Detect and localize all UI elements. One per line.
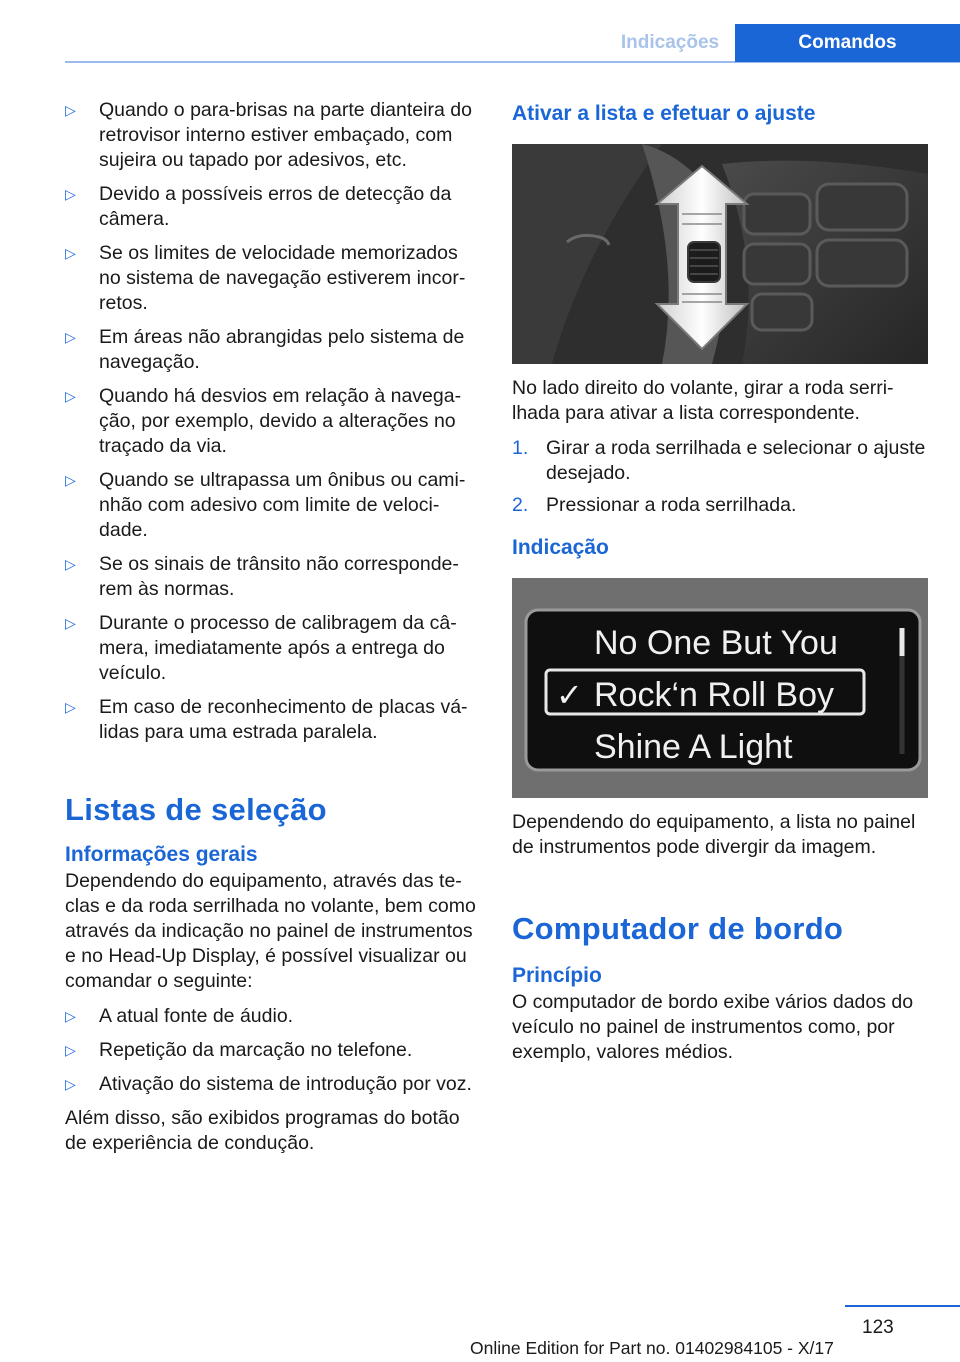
display-item-0: No One But You (594, 624, 838, 662)
left-column (65, 98, 478, 1156)
list-item: ▷ Quando o para-brisas na parte dianteira do retrovisor interno estiver embaçado, com sujeira ou tapado por adesivos, etc. (65, 99, 472, 171)
step-number: 2. (512, 494, 529, 516)
bullet-list-top (65, 98, 478, 745)
list-item: ▷ Em áreas não abrangidas pelo sistema de navegação. (65, 326, 465, 373)
display-item-1: Rock‘n Roll Boy (594, 676, 834, 714)
triangle-right-outline-icon: ▷ (65, 102, 76, 118)
list-item: ▷ Se os limites de velocidade memorizados no sistema de navegação estiverem incorretos. (65, 242, 466, 314)
list-item: ▷ Durante o processo de calibragem da câmera, imediatamente após a entrega do veículo. (65, 612, 457, 684)
triangle-right-outline-icon: ▷ (65, 556, 76, 572)
subsection-title-general-info: Informações gerais (65, 843, 258, 866)
footer-rule (845, 1305, 960, 1307)
triangle-right-outline-icon: ▷ (65, 472, 76, 488)
steering-wheel-illustration (512, 144, 928, 364)
header-rule (65, 61, 960, 63)
check-mark-icon: ✓ (556, 676, 583, 714)
paragraph-principle: O computador de bordo exibe vários dados do veículo no painel de instrumentos como, por exemplo, valores médios. (512, 991, 914, 1063)
list-item: ▷ Ativação do sistema de introdução por voz. (65, 1073, 472, 1095)
paragraph-display-note: Dependendo do equipamento, a lista no painel de instrumentos pode divergir da imagem. (512, 811, 916, 858)
page-number: 123 (862, 1317, 894, 1338)
list-item: ▷ Devido a possíveis erros de detecção da câmera. (65, 183, 452, 230)
heading-indication: Indicação (512, 536, 609, 559)
tab-section[interactable]: Indicações (620, 32, 720, 53)
triangle-right-outline-icon: ▷ (65, 699, 76, 715)
tab-chapter[interactable]: Comandos (735, 24, 960, 62)
heading-activate-list: Ativar a lista e efetuar o ajuste (512, 102, 816, 125)
display-list-illustration (512, 578, 928, 798)
list-item: ▷ A atual fonte de áudio. (65, 1005, 294, 1027)
instrument-display-image (512, 578, 928, 798)
section-title-trip-computer: Computador de bordo (512, 911, 844, 946)
steps-list (512, 436, 928, 518)
display-item-2: Shine A Light (594, 728, 793, 766)
triangle-right-outline-icon: ▷ (65, 1008, 76, 1024)
triangle-right-outline-icon: ▷ (65, 245, 76, 261)
list-item: 2. Pressionar a roda serrilhada. (512, 494, 797, 516)
triangle-right-outline-icon: ▷ (65, 615, 76, 631)
bullet-list-bottom (65, 1004, 478, 1097)
subsection-title-principle: Princípio (512, 964, 602, 987)
triangle-right-outline-icon: ▷ (65, 329, 76, 345)
list-item: ▷ Em caso de reconhecimento de placas válidas para uma estrada paralela. (65, 696, 468, 743)
right-column (512, 100, 928, 1065)
section-title-selection-lists: Listas de seleção (65, 792, 327, 827)
triangle-right-outline-icon: ▷ (65, 186, 76, 202)
list-item: ▷ Repetição da marcação no telefone. (65, 1039, 413, 1061)
list-item: ▷ Quando se ultrapassa um ônibus ou caminhão com adesivo com limite de velocidade. (65, 469, 466, 541)
edition-footer: Online Edition for Part no. 01402984105 - X/17 (470, 1338, 834, 1358)
list-item: 1. Girar a roda serrilhada e selecionar o ajuste desejado. (512, 437, 926, 484)
triangle-right-outline-icon: ▷ (65, 1076, 76, 1092)
intro-paragraph: Dependendo do equipamento, através das teclas e da roda serrilhada no volante, bem como através da indicação no painel de instrumentos e no Head-Up Display, é possível visualizar ou comandar o seguinte: (65, 870, 476, 992)
list-item: ▷ Quando há desvios em relação à navegação, por exemplo, devido a alterações no traçado da via. (65, 385, 462, 457)
closing-paragraph: Além disso, são exibidos programas do botão de experiência de condução. (65, 1107, 460, 1154)
triangle-right-outline-icon: ▷ (65, 388, 76, 404)
steering-wheel-image (512, 144, 928, 364)
step-number: 1. (512, 437, 529, 459)
header-tabs (605, 24, 960, 62)
triangle-right-outline-icon: ▷ (65, 1042, 76, 1058)
paragraph-activate: No lado direito do volante, girar a roda serrilhada para ativar a lista correspondente. (512, 377, 894, 424)
list-item: ▷ Se os sinais de trânsito não corresponderem às normas. (65, 553, 459, 600)
